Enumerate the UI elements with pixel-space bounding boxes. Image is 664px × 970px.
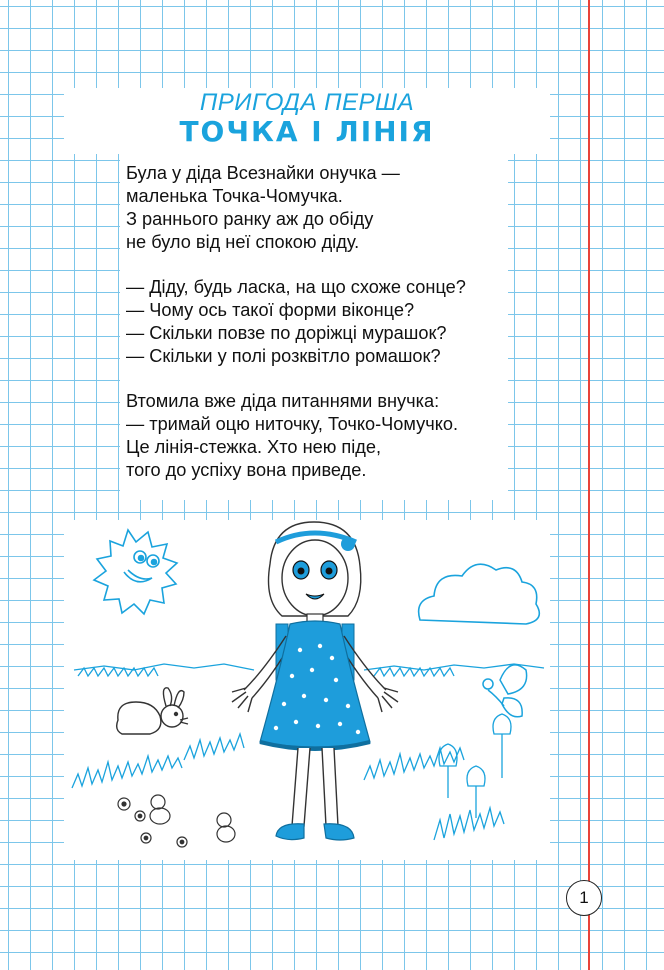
poem-stanza [126,390,508,482]
butterfly-icon [483,665,527,717]
chick-icon [150,795,235,842]
poem-block [120,154,508,500]
poem-line: — Скільки повзе по доріжці мурашок? [126,323,447,343]
title-block [64,88,550,154]
poem-line: — Чому ось такої форми віконце? [126,300,415,320]
bunny-icon [117,688,188,734]
poem-line: — Діду, будь ласка, на що схоже сонце? [126,277,466,297]
girl-illustration [232,522,398,840]
poem-stanza [126,276,508,368]
illustration-art [64,520,550,860]
poem-line: Втомила вже діда питаннями внучка: [126,391,440,411]
chapter-subtitle: ПРИГОДА ПЕРША [199,89,415,116]
cloud-icon [419,564,540,624]
page-number: 1 [566,880,602,916]
illustration [64,520,550,860]
poem [126,162,508,504]
poem-stanza [126,162,508,254]
poem-line: З раннього ранку аж до обіду [126,209,374,229]
poem-line: того до успіху вона приведе. [126,460,367,480]
poem-line: не було від неї спокою діду. [126,232,360,252]
sun-icon [94,530,177,614]
poem-line: Це лінія-стежка. Хто нею піде, [126,437,382,457]
poem-line: маленька Точка-Чомучка. [126,186,343,206]
notebook-margin-line [588,0,590,970]
grass-right [364,714,511,840]
poem-line: — Скільки у полі розквітло ромашок? [126,346,441,366]
grass-left [72,734,244,788]
poem-line: — тримай оцю ниточку, Точко-Чомучко. [126,414,459,434]
poem-line: Була у діда Всезнайки онучка — [126,163,400,183]
page-title: ТОЧКА І ЛІНІЯ [179,115,435,148]
